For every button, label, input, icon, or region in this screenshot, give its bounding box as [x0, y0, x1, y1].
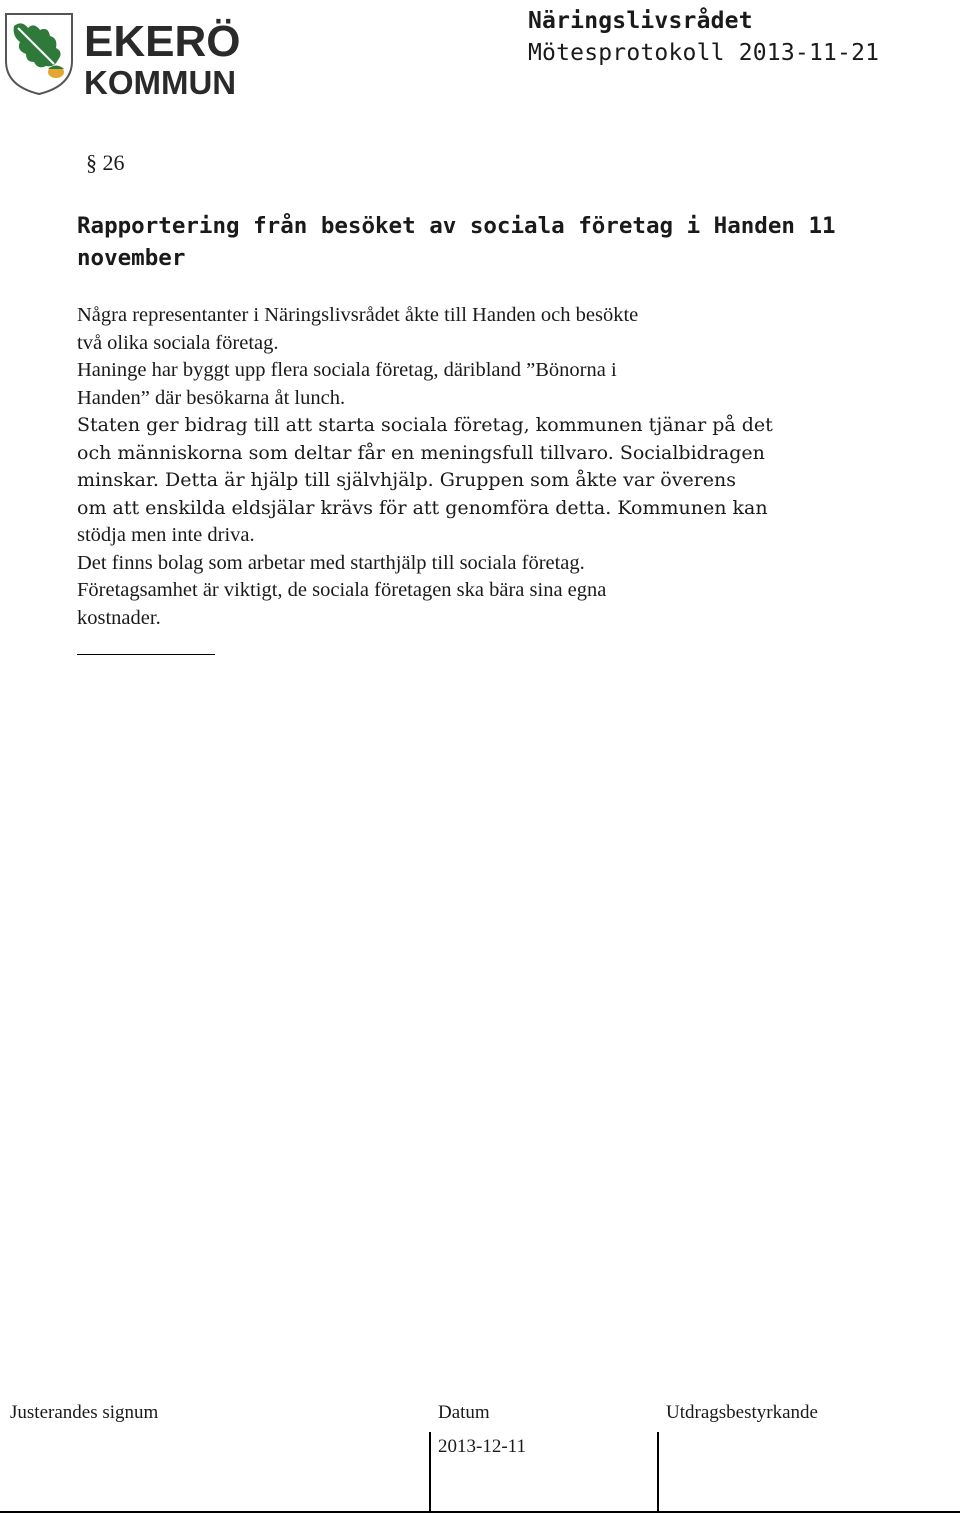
body-line: minskar. Detta är hjälp till självhjälp. Gruppen som åkte var överens — [77, 469, 737, 491]
body-line: Handen” där besökarna åt lunch. — [77, 386, 346, 409]
heading-line: Rapportering från besöket av sociala företag i Handen 11 — [77, 213, 836, 239]
body-line: kostnader. — [77, 606, 161, 629]
logo-line2: KOMMUN — [84, 64, 237, 96]
body-line: två olika sociala företag. — [77, 331, 279, 354]
footer-divider — [429, 1432, 431, 1512]
body-line: och människorna som deltar får en meningsfull tillvaro. Socialbidragen — [77, 441, 765, 464]
date-value: 2013-12-11 — [438, 1436, 526, 1457]
ekero-kommun-logo — [4, 6, 254, 96]
body-line: Haninge har byggt upp flera sociala företag, däribland ”Bönorna i — [77, 359, 617, 381]
footer-divider — [657, 1432, 659, 1512]
body-line: om att enskilda eldsjälar krävs för att genomföra detta. Kommunen kan — [77, 496, 768, 519]
logo-line1: EKERÖ — [84, 17, 241, 66]
separator-rule — [77, 654, 215, 655]
extract-label: Utdragsbestyrkande — [666, 1402, 818, 1423]
footer-bottom-rule — [0, 1511, 960, 1513]
body-line: stödja men inte driva. — [77, 524, 255, 546]
body-line: Det finns bolag som arbetar med starthjälp till sociala företag. — [77, 551, 585, 574]
paragraph-number: § 26 — [86, 150, 125, 175]
body-line: Staten ger bidrag till att starta sociala företag, kommunen tjänar på det — [77, 414, 773, 436]
signature-label: Justerandes signum — [10, 1402, 159, 1423]
municipality-crest-icon — [4, 6, 254, 96]
section-heading — [77, 210, 877, 274]
committee-name: Näringslivsrådet — [528, 8, 753, 34]
protocol-title: Mötesprotokoll 2013-11-21 — [528, 40, 880, 66]
document-header — [528, 6, 879, 70]
date-label: Datum — [438, 1402, 490, 1423]
body-line: Företagsamhet är viktigt, de sociala företagen ska bära sina egna — [77, 579, 607, 601]
body-text — [77, 302, 877, 632]
body-line: Några representanter i Näringslivsrådet åkte till Handen och besökte — [77, 304, 639, 326]
heading-line: november — [77, 245, 186, 271]
